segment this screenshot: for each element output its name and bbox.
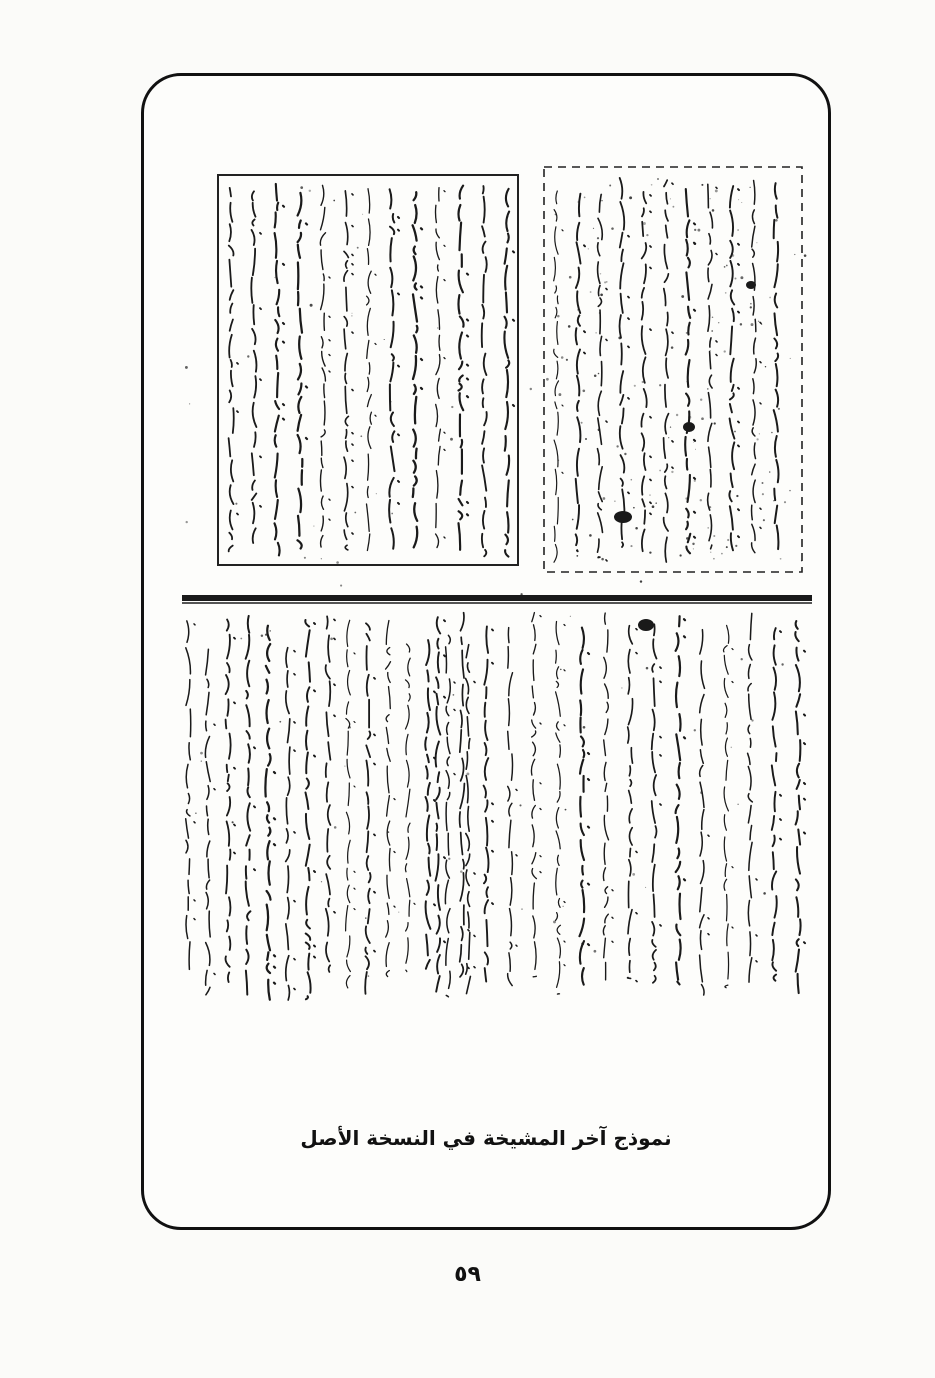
panel-upper-left-border (218, 175, 518, 565)
speckle-dot (334, 826, 337, 829)
speckle-dot (629, 196, 632, 199)
speckle-dot (686, 332, 688, 334)
speckle-dot (521, 908, 523, 910)
manuscript-line (326, 616, 335, 972)
manuscript-line (700, 630, 709, 995)
text-lines-lower-left (186, 616, 475, 1000)
speckle-dot (614, 501, 615, 502)
speckle-dot (235, 503, 237, 505)
speckle-dot (707, 527, 709, 529)
speckle-dot (769, 471, 771, 473)
speckle-dot (595, 332, 596, 333)
speckle-dot (778, 408, 780, 410)
speckle-dot (553, 920, 556, 923)
speckle-dot (762, 493, 764, 495)
manuscript-line (603, 613, 613, 980)
speckle-dot (697, 229, 700, 232)
manuscript-line (795, 621, 805, 993)
speckle-dot (726, 546, 728, 548)
manuscript-line (275, 184, 285, 556)
speckle-dot (771, 432, 773, 434)
manuscript-line (413, 192, 422, 547)
speckle-dot (384, 339, 385, 340)
speckle-dot (594, 950, 597, 953)
speckle-dot (388, 831, 390, 833)
speckle-dot (321, 881, 322, 882)
speckle-dot (599, 312, 601, 314)
speckle-dot (715, 189, 718, 192)
speckle-dot (712, 316, 714, 318)
speckle-dot (737, 229, 739, 231)
speckle-dot (616, 445, 618, 447)
speckle-dot (597, 237, 599, 239)
manuscript-line (344, 191, 353, 550)
manuscript-line (620, 178, 629, 547)
speckle-dot (652, 505, 655, 508)
ink-blot (638, 619, 654, 631)
speckle-dot (581, 942, 584, 945)
speckle-dot (565, 809, 567, 811)
manuscript-line (576, 194, 585, 552)
speckle-dot (750, 303, 752, 305)
speckle-dot (330, 637, 333, 640)
speckle-dot (741, 658, 743, 660)
manuscript-line (405, 644, 415, 972)
speckle-dot (577, 201, 578, 202)
manuscript-line (774, 183, 779, 549)
speckle-dot (265, 634, 267, 636)
speckle-dot (606, 281, 608, 283)
speckle-dot (365, 917, 366, 918)
speckle-dot (663, 185, 665, 187)
speckle-dot (588, 248, 589, 249)
speckle-dot (668, 437, 669, 438)
speckle-dot (600, 273, 601, 274)
speckle-dot (563, 906, 564, 907)
speckle-dot (687, 381, 689, 383)
manuscript-line (458, 186, 468, 550)
speckle-dot (700, 399, 702, 401)
speckle-dot (694, 229, 696, 231)
speckle-dot (773, 500, 774, 501)
speckle-dot (685, 497, 687, 499)
speckle-dot (670, 426, 671, 427)
manuscript-line (386, 621, 395, 977)
manuscript-line (676, 616, 685, 984)
speckle-dot (633, 507, 635, 509)
speckle-dot (560, 669, 562, 671)
speckle-dot (357, 247, 359, 249)
speckle-dot (186, 521, 188, 523)
speckle-dot (557, 315, 560, 318)
speckle-dot (737, 804, 738, 805)
speckle-dot (718, 322, 719, 323)
speckle-dot (694, 242, 697, 245)
speckle-dot (279, 721, 281, 723)
speckle-dot (340, 585, 342, 587)
speckle-dot (589, 534, 592, 537)
speckle-dot (398, 912, 399, 913)
speckle-dot (360, 435, 362, 437)
speckle-dot (569, 276, 572, 279)
speckle-dot (735, 278, 737, 280)
speckle-dot (692, 543, 694, 545)
speckle-dot (765, 366, 766, 367)
manuscript-line (365, 623, 375, 994)
manuscript-line (186, 621, 195, 970)
speckle-dot (269, 630, 271, 632)
speckle-dot (453, 694, 455, 696)
speckle-dot (642, 381, 644, 383)
manuscript-line (445, 635, 455, 997)
speckle-dot (688, 416, 691, 419)
speckle-dot (582, 389, 585, 392)
manuscript-line (484, 626, 493, 981)
speckle-dot (756, 242, 757, 243)
speckle-dot (643, 222, 646, 225)
speckle-dot (655, 502, 657, 504)
speckle-dot (657, 178, 659, 180)
speckle-dot (762, 482, 764, 484)
speckle-dot (601, 558, 604, 561)
manuscript-line (298, 193, 308, 549)
speckle-dot (593, 228, 594, 229)
speckle-dot (671, 346, 674, 349)
speckle-dot (594, 375, 597, 378)
speckle-dot (590, 291, 592, 293)
speckle-dot (195, 812, 196, 813)
figure-caption: نموذج آخر المشيخة في النسخة الأصل (300, 1126, 672, 1150)
speckle-dot (724, 266, 726, 268)
speckle-dot (598, 429, 601, 432)
speckle-dot (756, 438, 758, 440)
speckle-dot (336, 561, 339, 564)
speckle-dot (581, 422, 583, 424)
manuscript-line (225, 620, 235, 983)
speckle-dot (651, 184, 653, 186)
manuscript-line (504, 189, 514, 557)
speckle-dot (519, 804, 521, 806)
speckle-dot (555, 213, 557, 215)
speckle-dot (761, 323, 762, 324)
speckle-dot (368, 975, 370, 977)
manuscript-line (286, 648, 295, 1000)
speckle-dot (572, 519, 574, 521)
speckle-dot (609, 185, 611, 187)
speckle-dot (624, 453, 626, 455)
speckle-dot (741, 202, 742, 203)
manuscript-line (305, 620, 315, 999)
manuscript-line (466, 645, 475, 994)
manuscript-line (580, 628, 590, 985)
speckle-dot (558, 393, 561, 396)
speckle-dot (751, 719, 753, 721)
speckle-dot (546, 378, 549, 381)
speckle-dot (731, 747, 732, 748)
speckle-dot (261, 635, 263, 637)
speckle-dot (693, 548, 694, 549)
speckle-dot (646, 667, 649, 670)
speckle-dot (681, 295, 684, 298)
speckle-dot (694, 480, 696, 482)
manuscript-line (320, 185, 330, 547)
speckle-dot (726, 265, 728, 267)
speckle-dot (631, 479, 633, 481)
speckle-dot (713, 535, 715, 537)
speckle-dot (790, 358, 791, 359)
manuscript-line (752, 181, 761, 553)
speckle-dot (710, 552, 711, 553)
speckle-dot (711, 330, 713, 332)
speckle-dot (362, 214, 363, 215)
speckle-dot (603, 497, 606, 500)
manuscript-line (652, 624, 661, 983)
speckle-dot (734, 431, 736, 433)
speckle-dot (632, 873, 635, 876)
speckle-dot (727, 539, 729, 541)
speckle-dot (672, 206, 674, 208)
speckle-dot (679, 554, 681, 556)
speckle-dot (576, 555, 578, 557)
speckle-dot (707, 388, 709, 390)
ink-blot (683, 422, 695, 432)
speckle-dot (721, 553, 723, 555)
manuscript-line (425, 640, 435, 969)
speckle-dot (710, 198, 711, 199)
speckle-dot (201, 760, 202, 761)
speckle-dot (600, 194, 602, 196)
speckle-dot (694, 729, 696, 731)
speckle-dot (731, 254, 734, 257)
speckle-dot (709, 506, 711, 508)
speckle-dot (724, 350, 726, 352)
speckle-dot (321, 558, 322, 559)
manuscript-line (748, 613, 757, 982)
speckle-dot (645, 887, 646, 888)
speckle-dot (659, 384, 661, 386)
speckle-dot (710, 350, 711, 351)
speckle-dot (585, 438, 587, 440)
speckle-dot (568, 325, 571, 328)
speckle-dot (437, 327, 438, 328)
speckle-dot (561, 356, 564, 359)
speckle-dot (640, 580, 642, 582)
speckle-dot (313, 526, 314, 527)
manuscript-line (346, 620, 355, 988)
manuscript-image (176, 155, 816, 1015)
speckle-dot (185, 366, 188, 369)
speckle-dot (460, 870, 463, 873)
speckle-dot (781, 663, 783, 665)
speckle-dot (725, 292, 727, 294)
manuscript-line (246, 616, 255, 995)
speckle-dot (763, 519, 765, 521)
speckle-dot (451, 406, 453, 408)
speckle-dot (300, 186, 303, 189)
speckle-dot (570, 616, 571, 617)
manuscript-line (436, 617, 446, 991)
speckle-dot (773, 411, 774, 412)
speckle-dot (701, 417, 704, 420)
speckle-dot (700, 791, 703, 794)
manuscript-line (664, 180, 673, 562)
speckle-dot (611, 227, 614, 230)
speckle-dot (232, 821, 234, 823)
speckle-dot (530, 388, 532, 390)
manuscript-line (205, 649, 215, 995)
speckle-dot (693, 442, 694, 443)
speckle-dot (775, 219, 778, 222)
manuscript-line (229, 188, 238, 552)
speckle-dot (738, 199, 739, 200)
speckle-dot (376, 493, 377, 494)
text-lines-upper-right (554, 178, 779, 562)
speckle-dot (333, 200, 335, 202)
speckle-dot (584, 197, 586, 199)
page-number: ٥٩ (454, 1262, 481, 1287)
ink-blot (746, 281, 756, 289)
manuscript-line (531, 613, 541, 977)
manuscript-line (482, 186, 487, 556)
text-lines-upper-left (229, 184, 514, 557)
speckle-dot (740, 276, 743, 279)
speckle-dot (670, 198, 671, 199)
speckle-dot (659, 470, 661, 472)
speckle-dot (448, 858, 450, 860)
speckle-dot (686, 537, 689, 540)
speckle-dot (713, 558, 715, 560)
speckle-dot (649, 495, 650, 496)
speckle-dot (618, 336, 621, 339)
speckle-dot (649, 551, 651, 553)
manuscript-line (772, 628, 781, 981)
speckle-dot (701, 184, 703, 186)
speckle-dot (758, 321, 759, 322)
manuscript-line (265, 626, 275, 1000)
text-lines-lower-right (436, 613, 806, 995)
speckle-dot (558, 460, 559, 461)
speckle-dot (577, 309, 579, 311)
speckle-dot (634, 385, 636, 387)
speckle-dot (450, 438, 453, 441)
speckle-dot (769, 297, 771, 299)
speckle-dot (304, 557, 306, 559)
speckle-dot (750, 187, 751, 188)
fold-line (182, 595, 812, 604)
manuscript-line (708, 184, 717, 549)
manuscript-line (556, 622, 565, 995)
speckle-dot (763, 892, 766, 895)
speckle-dot (240, 638, 242, 640)
speckle-dot (630, 545, 632, 547)
speckle-dot (712, 209, 715, 212)
speckle-dot (349, 726, 351, 728)
speckle-dot (750, 306, 752, 308)
speckle-dot (646, 234, 648, 236)
manuscript-line (508, 628, 517, 986)
speckle-dot (751, 323, 754, 326)
speckle-dot (189, 403, 190, 404)
manuscript-line (389, 189, 399, 548)
speckle-dot (736, 495, 738, 497)
speckle-dot (794, 254, 795, 255)
speckle-dot (784, 501, 786, 503)
manuscript-line (251, 191, 261, 543)
speckle-dot (695, 449, 696, 450)
speckle-dot (309, 190, 311, 192)
speckle-dot (344, 765, 345, 766)
speckle-dot (804, 254, 807, 257)
speckle-dot (621, 687, 622, 688)
speckle-dot (583, 726, 586, 729)
manuscript-line (367, 189, 377, 551)
manuscript-line (436, 188, 446, 548)
speckle-dot (466, 772, 469, 775)
manuscript-line (628, 626, 637, 982)
speckle-dot (600, 293, 603, 296)
speckle-dot (735, 545, 737, 547)
manuscript-line (641, 192, 651, 551)
manuscript-line (724, 625, 734, 987)
speckle-dot (671, 471, 673, 473)
speckle-dot (714, 422, 716, 424)
speckle-dot (635, 527, 638, 530)
speckle-dot (391, 513, 393, 515)
speckle-dot (200, 752, 203, 755)
panel-upper-right-border (544, 167, 802, 572)
speckle-dot (275, 277, 276, 278)
speckle-dot (390, 401, 391, 402)
speckle-dot (759, 433, 760, 434)
speckle-dot (601, 200, 603, 202)
speckle-dot (676, 414, 678, 416)
manuscript-line (554, 191, 563, 562)
ink-blot (614, 511, 632, 523)
speckle-dot (247, 355, 249, 357)
speckle-dot (566, 359, 568, 361)
speckle-dot (740, 323, 742, 325)
speckle-dot (801, 560, 802, 561)
speckle-dot (354, 512, 356, 514)
speckle-dot (520, 593, 522, 595)
speckle-dot (351, 315, 352, 316)
speckle-dot (435, 405, 436, 406)
speckle-dot (351, 313, 352, 314)
manuscript-line (598, 195, 608, 561)
speckle-dot (700, 499, 702, 501)
speckle-dot (310, 304, 313, 307)
speckle-dot (598, 373, 600, 375)
speckle-dot (780, 558, 782, 560)
speckle-dot (789, 490, 790, 491)
